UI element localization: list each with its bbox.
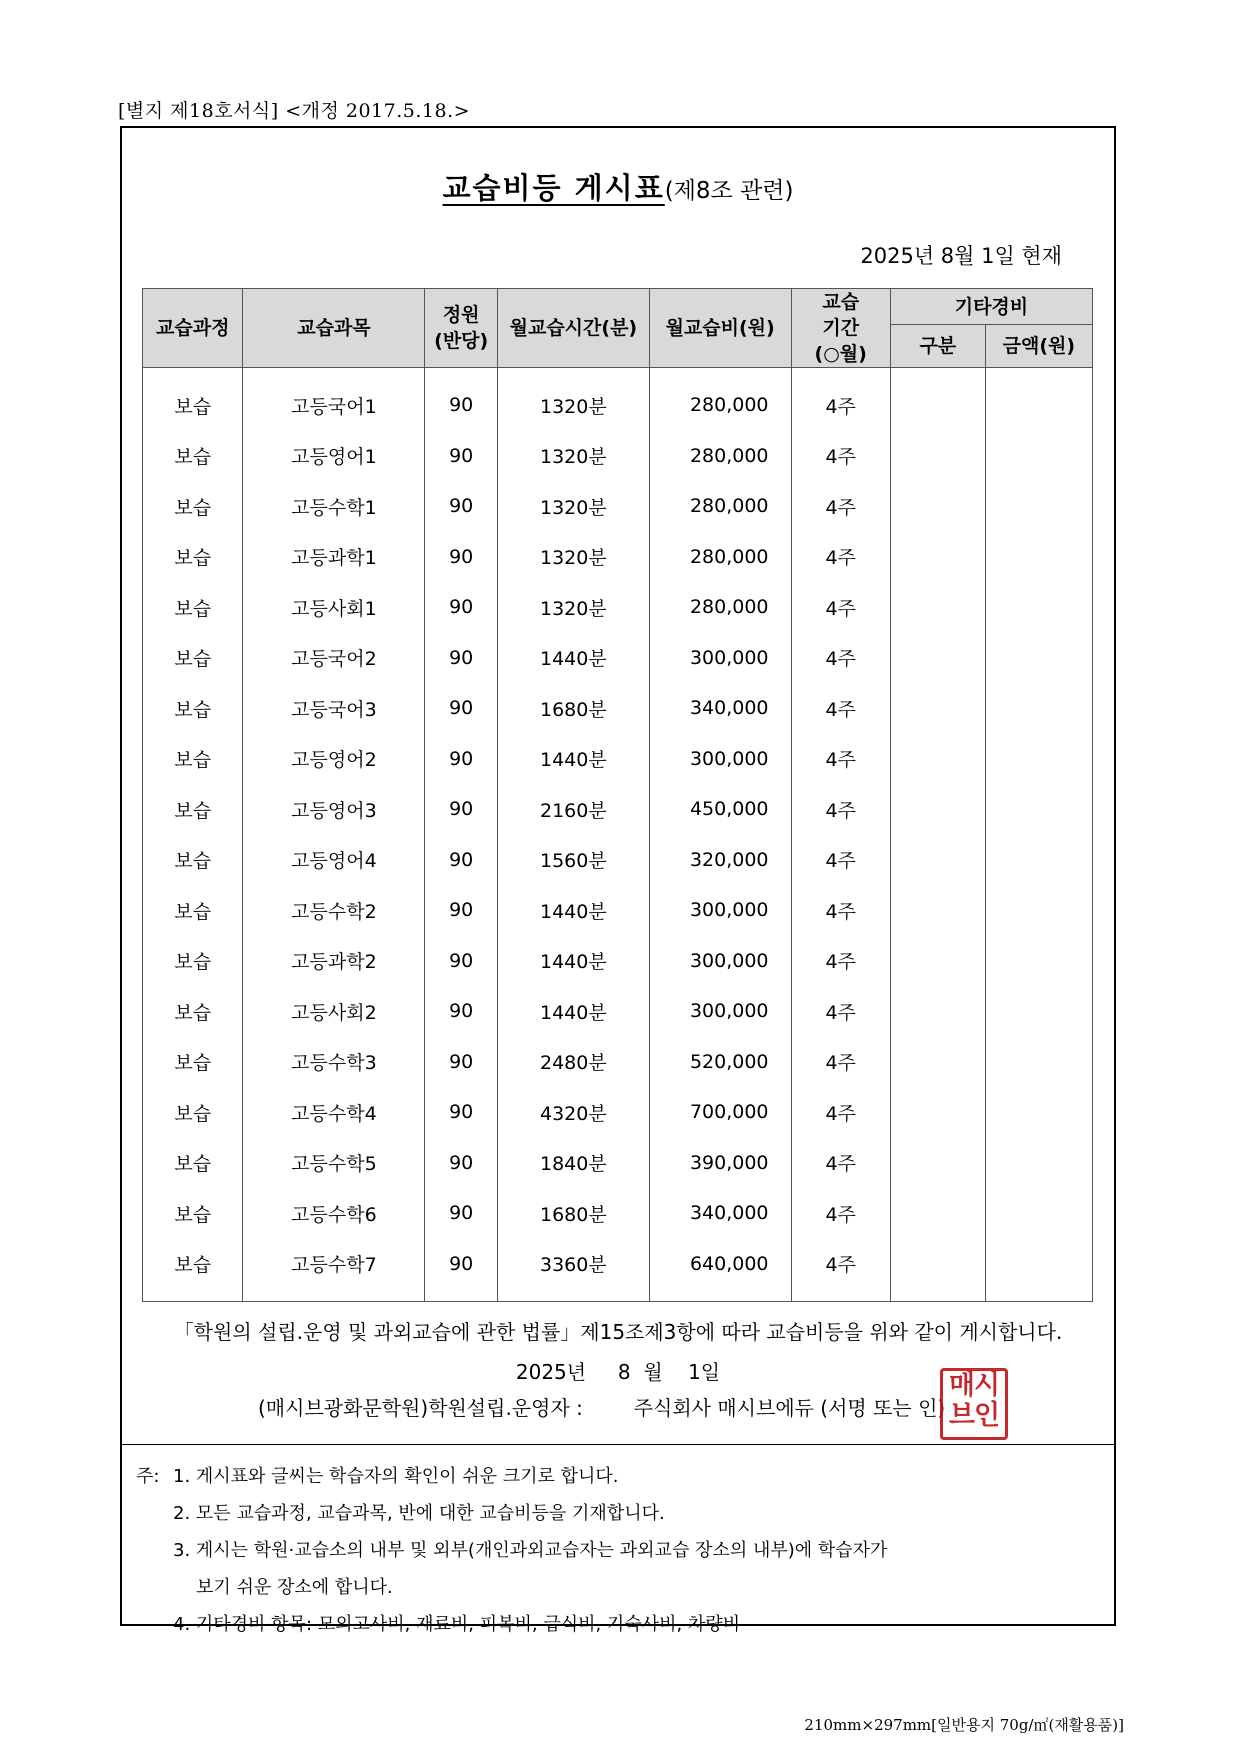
cell-period: 4주 xyxy=(791,835,890,886)
cell-minutes: 1440분 xyxy=(497,633,649,684)
cell-other-amount xyxy=(985,532,1092,583)
cell-other-amount xyxy=(985,835,1092,886)
cell-period: 4주 xyxy=(791,481,890,532)
cell-other-amount xyxy=(985,885,1092,936)
cell-capacity: 90 xyxy=(425,734,498,785)
cell-other-type xyxy=(890,1138,985,1189)
cell-period: 4주 xyxy=(791,582,890,633)
cell-capacity: 90 xyxy=(425,481,498,532)
cell-subject: 고등국어1 xyxy=(243,368,425,431)
cell-period: 4주 xyxy=(791,784,890,835)
cell-minutes: 1440분 xyxy=(497,936,649,987)
cell-fee: 700,000 xyxy=(649,1087,791,1138)
cell-period: 4주 xyxy=(791,633,890,684)
cell-other-type xyxy=(890,835,985,886)
table-row xyxy=(143,1188,1093,1239)
cell-fee: 450,000 xyxy=(649,784,791,835)
cell-other-amount xyxy=(985,582,1092,633)
cell-period: 4주 xyxy=(791,986,890,1037)
cell-other-type xyxy=(890,368,985,431)
header-subject: 교습과목 xyxy=(243,289,425,368)
cell-other-type xyxy=(890,885,985,936)
cell-period: 4주 xyxy=(791,885,890,936)
fee-table xyxy=(142,288,1093,1302)
table-row xyxy=(143,936,1093,987)
cell-other-type xyxy=(890,582,985,633)
cell-subject: 고등수학4 xyxy=(243,1087,425,1138)
header-fee: 월교습비(원) xyxy=(649,289,791,368)
cell-course: 보습 xyxy=(143,431,243,482)
operator-line: (매시브광화문학원)학원설립.운영자 : 주식회사 매시브에듀 (서명 또는 인) xyxy=(258,1396,946,1420)
table-row xyxy=(143,1037,1093,1088)
notes-lead: 주: xyxy=(136,1466,160,1487)
cell-other-type xyxy=(890,936,985,987)
cell-course: 보습 xyxy=(143,368,243,431)
table-row xyxy=(143,734,1093,785)
cell-capacity: 90 xyxy=(425,835,498,886)
header-capacity: 정원 (반당) xyxy=(425,289,498,368)
header-other-expenses: 기타경비 xyxy=(890,289,1092,325)
cell-other-amount xyxy=(985,1037,1092,1088)
cell-capacity: 90 xyxy=(425,1138,498,1189)
cell-minutes: 4320분 xyxy=(497,1087,649,1138)
cell-capacity: 90 xyxy=(425,532,498,583)
table-row xyxy=(143,1087,1093,1138)
cell-minutes: 1680분 xyxy=(497,683,649,734)
note-item-2: 2. 모든 교습과정, 교습과목, 반에 대한 교습비등을 기재합니다. xyxy=(173,1503,665,1524)
header-period: 교습 기간 (○월) xyxy=(791,289,890,368)
cell-other-amount xyxy=(985,784,1092,835)
cell-course: 보습 xyxy=(143,633,243,684)
cell-period: 4주 xyxy=(791,734,890,785)
cell-fee: 340,000 xyxy=(649,683,791,734)
cell-fee: 640,000 xyxy=(649,1239,791,1302)
header-minutes: 월교습시간(분) xyxy=(497,289,649,368)
cell-fee: 280,000 xyxy=(649,431,791,482)
table-row xyxy=(143,1239,1093,1302)
title-sub: (제8조 관련) xyxy=(664,178,794,204)
cell-other-amount xyxy=(985,368,1092,431)
cell-subject: 고등수학1 xyxy=(243,481,425,532)
signature-date: 2025년 8 월 1일 xyxy=(515,1360,721,1384)
cell-other-amount xyxy=(985,986,1092,1037)
cell-subject: 고등영어3 xyxy=(243,784,425,835)
cell-fee: 280,000 xyxy=(649,368,791,431)
form-title xyxy=(122,166,1114,207)
cell-fee: 300,000 xyxy=(649,633,791,684)
table-row xyxy=(143,885,1093,936)
cell-minutes: 1320분 xyxy=(497,431,649,482)
cell-fee: 280,000 xyxy=(649,481,791,532)
cell-subject: 고등수학2 xyxy=(243,885,425,936)
cell-course: 보습 xyxy=(143,582,243,633)
table-row xyxy=(143,633,1093,684)
cell-other-type xyxy=(890,633,985,684)
cell-other-amount xyxy=(985,1188,1092,1239)
table-row xyxy=(143,582,1093,633)
header-course: 교습과정 xyxy=(143,289,243,368)
legal-notice: 「학원의 설립.운영 및 과외교습에 관한 법률」제15조제3항에 따라 교습비등을 위와 같이 게시합니다. xyxy=(173,1320,1063,1344)
cell-other-type xyxy=(890,784,985,835)
cell-fee: 520,000 xyxy=(649,1037,791,1088)
cell-minutes: 1440분 xyxy=(497,986,649,1037)
cell-other-amount xyxy=(985,1138,1092,1189)
cell-other-amount xyxy=(985,1239,1092,1302)
note-item-3: 3. 게시는 학원·교습소의 내부 및 외부(개인과외교습자는 과외교습 장소의 내부)에 학습자가 xyxy=(173,1540,888,1561)
cell-period: 4주 xyxy=(791,1188,890,1239)
cell-minutes: 1560분 xyxy=(497,835,649,886)
cell-other-type xyxy=(890,431,985,482)
cell-other-type xyxy=(890,986,985,1037)
table-row xyxy=(143,431,1093,482)
cell-fee: 320,000 xyxy=(649,835,791,886)
cell-capacity: 90 xyxy=(425,986,498,1037)
cell-period: 4주 xyxy=(791,1138,890,1189)
table-row xyxy=(143,368,1093,431)
cell-subject: 고등과학2 xyxy=(243,936,425,987)
cell-subject: 고등사회2 xyxy=(243,986,425,1037)
cell-capacity: 90 xyxy=(425,431,498,482)
form-number-label: [별지 제18호서식] <개정 2017.5.18.> xyxy=(118,100,471,122)
cell-course: 보습 xyxy=(143,683,243,734)
cell-capacity: 90 xyxy=(425,368,498,431)
header-other-amount: 금액(원) xyxy=(985,325,1092,368)
cell-course: 보습 xyxy=(143,936,243,987)
cell-fee: 300,000 xyxy=(649,936,791,987)
table-row xyxy=(143,683,1093,734)
cell-other-amount xyxy=(985,683,1092,734)
cell-subject: 고등영어1 xyxy=(243,431,425,482)
notes-divider xyxy=(122,1444,1114,1445)
notice-form-frame xyxy=(120,126,1116,1635)
cell-fee: 300,000 xyxy=(649,734,791,785)
cell-capacity: 90 xyxy=(425,633,498,684)
cell-subject: 고등영어4 xyxy=(243,835,425,886)
note-item-3-continued: 보기 쉬운 장소에 합니다. xyxy=(196,1577,393,1598)
cell-other-type xyxy=(890,1087,985,1138)
paper-size-label: 210mm×297mm[일반용지 70g/㎡(재활용품)] xyxy=(804,1716,1124,1734)
cell-capacity: 90 xyxy=(425,683,498,734)
cell-subject: 고등사회1 xyxy=(243,582,425,633)
cell-other-amount xyxy=(985,936,1092,987)
table-row xyxy=(143,481,1093,532)
cell-minutes: 1320분 xyxy=(497,481,649,532)
cell-other-amount xyxy=(985,481,1092,532)
table-row xyxy=(143,1138,1093,1189)
cell-fee: 300,000 xyxy=(649,885,791,936)
cell-course: 보습 xyxy=(143,784,243,835)
cell-subject: 고등수학6 xyxy=(243,1188,425,1239)
cell-course: 보습 xyxy=(143,1037,243,1088)
cell-other-type xyxy=(890,1037,985,1088)
cell-period: 4주 xyxy=(791,1239,890,1302)
cell-fee: 300,000 xyxy=(649,986,791,1037)
cell-minutes: 1680분 xyxy=(497,1188,649,1239)
cell-other-amount xyxy=(985,633,1092,684)
cell-other-type xyxy=(890,683,985,734)
header-other-type: 구분 xyxy=(890,325,985,368)
cell-capacity: 90 xyxy=(425,885,498,936)
cell-capacity: 90 xyxy=(425,1239,498,1302)
cell-course: 보습 xyxy=(143,481,243,532)
cell-course: 보습 xyxy=(143,734,243,785)
cell-subject: 고등국어3 xyxy=(243,683,425,734)
cell-course: 보습 xyxy=(143,1138,243,1189)
note-item-1: 1. 게시표와 글씨는 학습자의 확인이 쉬운 크기로 합니다. xyxy=(173,1466,619,1487)
cell-other-type xyxy=(890,734,985,785)
title-main: 교습비등 게시표 xyxy=(442,171,665,205)
cell-course: 보습 xyxy=(143,532,243,583)
note-item-4: 4. 기타경비 항목: 모의고사비, 재료비, 피복비, 급식비, 기숙사비, 차량비 xyxy=(173,1614,741,1635)
cell-minutes: 1320분 xyxy=(497,582,649,633)
cell-period: 4주 xyxy=(791,1037,890,1088)
cell-fee: 340,000 xyxy=(649,1188,791,1239)
cell-course: 보습 xyxy=(143,885,243,936)
cell-course: 보습 xyxy=(143,1087,243,1138)
cell-capacity: 90 xyxy=(425,1037,498,1088)
cell-subject: 고등국어2 xyxy=(243,633,425,684)
cell-course: 보습 xyxy=(143,986,243,1037)
company-seal-stamp: 매시 브인 xyxy=(940,1368,1008,1440)
cell-minutes: 2160분 xyxy=(497,784,649,835)
as-of-date: 2025년 8월 1일 현재 xyxy=(860,244,1062,268)
table-row xyxy=(143,986,1093,1037)
cell-capacity: 90 xyxy=(425,936,498,987)
cell-other-type xyxy=(890,1188,985,1239)
cell-capacity: 90 xyxy=(425,1087,498,1138)
cell-subject: 고등수학5 xyxy=(243,1138,425,1189)
cell-course: 보습 xyxy=(143,1188,243,1239)
cell-capacity: 90 xyxy=(425,582,498,633)
cell-subject: 고등영어2 xyxy=(243,734,425,785)
cell-period: 4주 xyxy=(791,368,890,431)
table-row xyxy=(143,835,1093,886)
cell-minutes: 1440분 xyxy=(497,885,649,936)
cell-minutes: 1440분 xyxy=(497,734,649,785)
cell-other-amount xyxy=(985,734,1092,785)
cell-other-type xyxy=(890,532,985,583)
cell-period: 4주 xyxy=(791,936,890,987)
cell-period: 4주 xyxy=(791,431,890,482)
cell-capacity: 90 xyxy=(425,784,498,835)
table-row xyxy=(143,784,1093,835)
cell-period: 4주 xyxy=(791,683,890,734)
cell-minutes: 2480분 xyxy=(497,1037,649,1088)
cell-subject: 고등수학3 xyxy=(243,1037,425,1088)
table-row xyxy=(143,532,1093,583)
cell-fee: 280,000 xyxy=(649,582,791,633)
cell-period: 4주 xyxy=(791,1087,890,1138)
cell-other-type xyxy=(890,1239,985,1302)
notes-section xyxy=(136,1458,887,1643)
cell-fee: 390,000 xyxy=(649,1138,791,1189)
cell-course: 보습 xyxy=(143,835,243,886)
cell-other-type xyxy=(890,481,985,532)
cell-subject: 고등수학7 xyxy=(243,1239,425,1302)
cell-subject: 고등과학1 xyxy=(243,532,425,583)
cell-minutes: 1320분 xyxy=(497,532,649,583)
cell-course: 보습 xyxy=(143,1239,243,1302)
cell-capacity: 90 xyxy=(425,1188,498,1239)
cell-minutes: 3360분 xyxy=(497,1239,649,1302)
cell-other-amount xyxy=(985,431,1092,482)
cell-fee: 280,000 xyxy=(649,532,791,583)
cell-period: 4주 xyxy=(791,532,890,583)
cell-minutes: 1320분 xyxy=(497,368,649,431)
fee-table-body xyxy=(143,368,1093,1302)
cell-other-amount xyxy=(985,1087,1092,1138)
cell-minutes: 1840분 xyxy=(497,1138,649,1189)
